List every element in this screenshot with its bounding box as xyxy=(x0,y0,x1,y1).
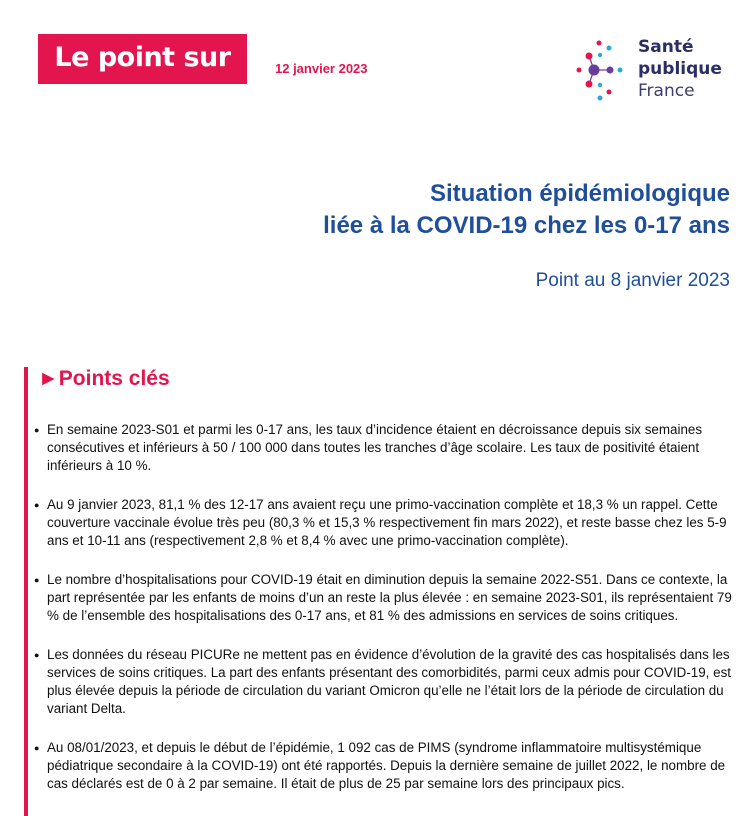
sante-publique-france-logo xyxy=(574,34,734,109)
logo-text-sante: Santé xyxy=(638,37,694,57)
section-heading-points-cles: ►Points clés xyxy=(38,367,170,390)
page-subtitle: Point au 8 janvier 2023 xyxy=(535,270,730,291)
le-point-sur-banner: Le point sur xyxy=(38,34,247,84)
logo-text-france: France xyxy=(638,81,695,101)
key-point-item: ● Le nombre d’hospitalisations pour COVID-19 était en diminution depuis la semaine 2022-S51. Dans ce contexte, la part représentée par les enfants de moins d’un an reste la plus élevée : en semaine 2023-S01, ils représentaient 79 % de l’ensemble des hospitalisations des 0-17 ans, et 81 % des admissions en services de soins critiques. xyxy=(34,571,734,625)
key-point-item: ● Au 9 janvier 2023, 81,1 % des 12-17 ans avaient reçu une primo-vaccination complète et 18,3 % un rappel. Cette couverture vaccinale évolue très peu (80,3 % et 15,3 % respectivement fin mars 2022), et reste basse chez les 5-9 ans et 10-11 ans (respectivement 2,8 % et 8,4 % avec une primo-vaccination complète). xyxy=(34,496,734,550)
key-point-item: ● En semaine 2023-S01 et parmi les 0-17 ans, les taux d’incidence étaient en décroissance depuis six semaines consécutives et inférieurs à 50 / 100 000 dans toutes les tranches d’âge scolaire. Les taux de positivité étaient inférieurs à 10 %. xyxy=(34,421,734,475)
key-point-item: ● Au 08/01/2023, et depuis le début de l’épidémie, 1 092 cas de PIMS (syndrome inflammatoire multisystémique pédiatrique secondaire à la COVID-19) ont été rapportés. Depuis la dernière semaine de juillet 2022, le nombre de cas déclarés est de 0 à 2 par semaine. Il était de plus de 25 par semaine lors des principaux pics. xyxy=(34,739,734,793)
page-title xyxy=(170,178,730,242)
logo-text-publique: publique xyxy=(638,59,722,79)
key-point-item: ● Les données du réseau PICURe ne mettent pas en évidence d’évolution de la gravité des cas hospitalisés dans les services de soins critiques. La part des enfants présentant des comorbidités, parmi ceux admis pour COVID-19, est plus élevée depuis la période de circulation du variant Omicron qu’elle ne l’était lors de la période de circulation du variant Delta. xyxy=(34,646,734,718)
title-line-2: liée à la COVID-19 chez les 0-17 ans xyxy=(323,212,730,239)
section-accent-bar xyxy=(24,367,28,816)
key-points-list xyxy=(34,421,734,814)
molecule-dots-icon xyxy=(574,34,638,109)
title-line-1: Situation épidémiologique xyxy=(430,180,730,207)
publication-date: 12 janvier 2023 xyxy=(275,61,368,76)
